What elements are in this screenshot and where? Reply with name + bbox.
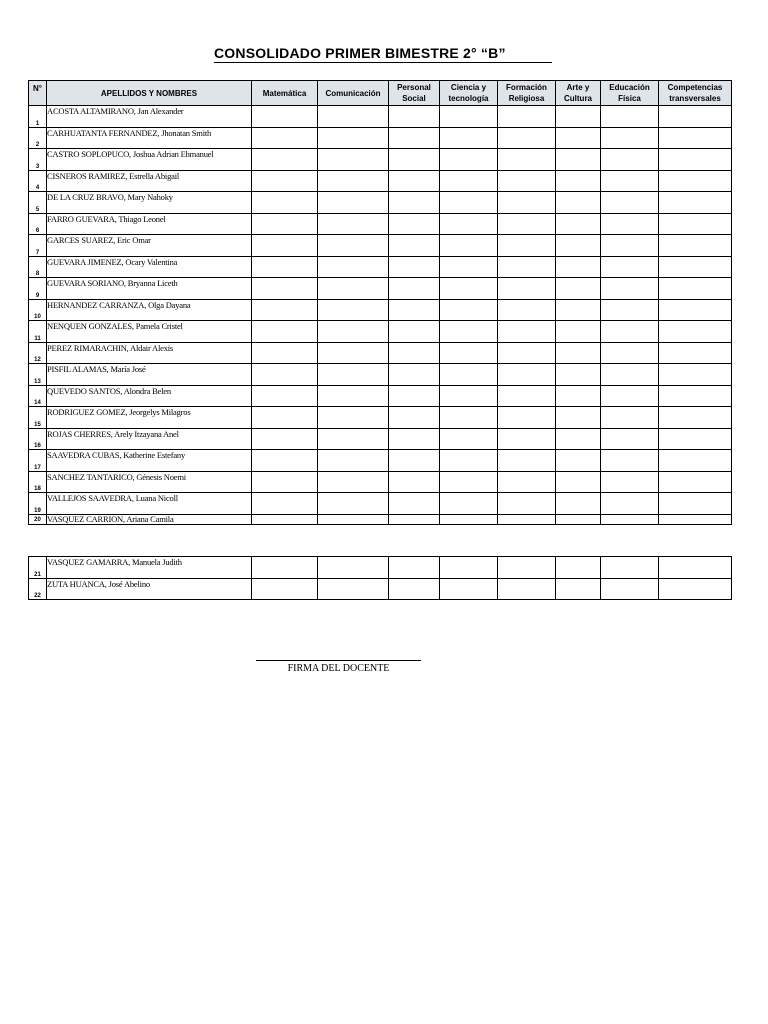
grade-cell[interactable] xyxy=(601,557,659,579)
grade-cell[interactable] xyxy=(318,428,389,450)
row-number: 2 xyxy=(29,127,47,149)
grade-cell[interactable] xyxy=(318,514,389,524)
grade-cell[interactable] xyxy=(252,364,318,386)
student-name: VASQUEZ CARRION, Ariana Camila xyxy=(47,514,252,524)
grade-cell[interactable] xyxy=(440,299,498,321)
grade-cell[interactable] xyxy=(601,127,659,149)
grade-cell[interactable] xyxy=(389,407,440,429)
grade-cell[interactable] xyxy=(498,514,556,524)
row-number: 19 xyxy=(29,493,47,515)
grade-cell[interactable] xyxy=(556,106,601,128)
grade-cell[interactable] xyxy=(389,149,440,171)
grade-cell[interactable] xyxy=(659,557,732,579)
grade-cell[interactable] xyxy=(498,450,556,472)
table-row xyxy=(29,278,732,300)
header-names: APELLIDOS Y NOMBRES xyxy=(47,81,252,106)
student-name: RODRIGUEZ GOMEZ, Jeorgelys Milagros xyxy=(47,407,252,429)
grade-cell[interactable] xyxy=(556,428,601,450)
grade-cell[interactable] xyxy=(440,342,498,364)
header-subject: Comunicación xyxy=(318,81,389,106)
row-number: 16 xyxy=(29,428,47,450)
grade-cell[interactable] xyxy=(556,342,601,364)
grade-cell[interactable] xyxy=(601,170,659,192)
table-row xyxy=(29,213,732,235)
grade-cell[interactable] xyxy=(659,192,732,214)
row-number: 6 xyxy=(29,213,47,235)
grade-cell[interactable] xyxy=(440,385,498,407)
grade-cell[interactable] xyxy=(252,235,318,257)
grade-cell[interactable] xyxy=(659,170,732,192)
grade-cell[interactable] xyxy=(498,364,556,386)
table-row xyxy=(29,106,732,128)
row-number: 12 xyxy=(29,342,47,364)
grade-cell[interactable] xyxy=(389,192,440,214)
grade-cell[interactable] xyxy=(389,428,440,450)
title-underline xyxy=(214,62,552,63)
grade-cell[interactable] xyxy=(252,385,318,407)
grade-cell[interactable] xyxy=(556,278,601,300)
grade-cell[interactable] xyxy=(318,106,389,128)
grade-cell[interactable] xyxy=(252,321,318,343)
grade-cell[interactable] xyxy=(601,235,659,257)
table-row xyxy=(29,385,732,407)
grade-cell[interactable] xyxy=(498,557,556,579)
grade-cell[interactable] xyxy=(252,578,318,600)
row-number: 18 xyxy=(29,471,47,493)
grade-cell[interactable] xyxy=(318,149,389,171)
row-number: 5 xyxy=(29,192,47,214)
table-row xyxy=(29,471,732,493)
grade-cell[interactable] xyxy=(556,364,601,386)
grade-cell[interactable] xyxy=(498,471,556,493)
grade-cell[interactable] xyxy=(440,407,498,429)
grade-cell[interactable] xyxy=(498,106,556,128)
grade-cell[interactable] xyxy=(389,450,440,472)
grade-cell[interactable] xyxy=(440,557,498,579)
student-name: VASQUEZ GAMARRA, Manuela Judith xyxy=(47,557,252,579)
grade-cell[interactable] xyxy=(659,127,732,149)
grade-cell[interactable] xyxy=(389,278,440,300)
grade-cell[interactable] xyxy=(252,428,318,450)
grade-cell[interactable] xyxy=(498,213,556,235)
grade-cell[interactable] xyxy=(318,256,389,278)
grade-cell[interactable] xyxy=(318,192,389,214)
grade-cell[interactable] xyxy=(389,256,440,278)
grade-cell[interactable] xyxy=(556,256,601,278)
row-number: 7 xyxy=(29,235,47,257)
grade-cell[interactable] xyxy=(498,385,556,407)
grade-cell[interactable] xyxy=(252,450,318,472)
grade-cell[interactable] xyxy=(440,256,498,278)
grade-cell[interactable] xyxy=(556,213,601,235)
grade-cell[interactable] xyxy=(440,278,498,300)
row-number: 10 xyxy=(29,299,47,321)
grades-table xyxy=(28,80,732,525)
grade-cell[interactable] xyxy=(389,213,440,235)
grade-cell[interactable] xyxy=(601,450,659,472)
grade-cell[interactable] xyxy=(389,106,440,128)
grade-cell[interactable] xyxy=(659,342,732,364)
grade-cell[interactable] xyxy=(252,299,318,321)
table-row xyxy=(29,170,732,192)
grade-cell[interactable] xyxy=(440,235,498,257)
grade-cell[interactable] xyxy=(389,235,440,257)
grade-cell[interactable] xyxy=(440,170,498,192)
grade-cell[interactable] xyxy=(601,514,659,524)
student-name: HERNANDEZ CARRANZA, Olga Dayana xyxy=(47,299,252,321)
table-row xyxy=(29,192,732,214)
row-number: 21 xyxy=(29,557,47,579)
grade-cell[interactable] xyxy=(498,149,556,171)
grade-cell[interactable] xyxy=(318,213,389,235)
grade-cell[interactable] xyxy=(252,493,318,515)
table-row xyxy=(29,321,732,343)
grade-cell[interactable] xyxy=(659,278,732,300)
grade-cell[interactable] xyxy=(556,149,601,171)
grade-cell[interactable] xyxy=(440,493,498,515)
grade-cell[interactable] xyxy=(252,149,318,171)
row-number: 11 xyxy=(29,321,47,343)
grade-cell[interactable] xyxy=(556,127,601,149)
header-subject: Ciencia y tecnología xyxy=(440,81,498,106)
grade-cell[interactable] xyxy=(252,192,318,214)
grade-cell[interactable] xyxy=(318,493,389,515)
grade-cell[interactable] xyxy=(659,578,732,600)
grade-cell[interactable] xyxy=(498,342,556,364)
grade-cell[interactable] xyxy=(389,364,440,386)
grade-cell[interactable] xyxy=(659,321,732,343)
row-number: 9 xyxy=(29,278,47,300)
grade-cell[interactable] xyxy=(601,213,659,235)
student-name: CASTRO SOPLOPUCO, Joshua Adrian Ehmanuel xyxy=(47,149,252,171)
grade-cell[interactable] xyxy=(389,299,440,321)
grade-cell[interactable] xyxy=(601,385,659,407)
grade-cell[interactable] xyxy=(252,127,318,149)
grade-cell[interactable] xyxy=(252,557,318,579)
header-subject: Competencias transversales xyxy=(659,81,732,106)
grade-cell[interactable] xyxy=(318,127,389,149)
grade-cell[interactable] xyxy=(601,342,659,364)
grade-cell[interactable] xyxy=(389,471,440,493)
header-subject: Educación Física xyxy=(601,81,659,106)
grade-cell[interactable] xyxy=(659,106,732,128)
student-name: PEREZ RIMARACHIN, Aldair Alexis xyxy=(47,342,252,364)
student-name: SANCHEZ TANTARICO, Génesis Noemi xyxy=(47,471,252,493)
grade-cell[interactable] xyxy=(659,493,732,515)
grade-cell[interactable] xyxy=(556,299,601,321)
table-row xyxy=(29,450,732,472)
grade-cell[interactable] xyxy=(601,192,659,214)
table-row xyxy=(29,256,732,278)
grade-cell[interactable] xyxy=(659,364,732,386)
signature-line xyxy=(256,660,421,661)
grade-cell[interactable] xyxy=(556,493,601,515)
grade-cell[interactable] xyxy=(659,450,732,472)
row-number: 20 xyxy=(29,514,47,524)
grade-cell[interactable] xyxy=(440,149,498,171)
grades-table-extra xyxy=(28,556,732,600)
grade-cell[interactable] xyxy=(498,493,556,515)
grade-cell[interactable] xyxy=(659,235,732,257)
grade-cell[interactable] xyxy=(252,514,318,524)
grade-cell[interactable] xyxy=(389,514,440,524)
grade-cell[interactable] xyxy=(601,578,659,600)
grade-cell[interactable] xyxy=(318,170,389,192)
grade-cell[interactable] xyxy=(318,299,389,321)
row-number: 22 xyxy=(29,578,47,600)
header-subject: Personal Social xyxy=(389,81,440,106)
grade-cell[interactable] xyxy=(318,235,389,257)
grade-cell[interactable] xyxy=(601,149,659,171)
grade-cell[interactable] xyxy=(556,192,601,214)
grade-cell[interactable] xyxy=(389,578,440,600)
grade-cell[interactable] xyxy=(659,385,732,407)
student-name: PISFIL ALAMAS, María José xyxy=(47,364,252,386)
grade-cell[interactable] xyxy=(389,170,440,192)
grade-cell[interactable] xyxy=(318,450,389,472)
grade-cell[interactable] xyxy=(659,471,732,493)
student-name: SAAVEDRA CUBAS, Katherine Estefany xyxy=(47,450,252,472)
grade-cell[interactable] xyxy=(318,321,389,343)
grade-cell[interactable] xyxy=(601,407,659,429)
grade-cell[interactable] xyxy=(659,149,732,171)
grade-cell[interactable] xyxy=(601,493,659,515)
grade-cell[interactable] xyxy=(318,407,389,429)
student-name: ACOSTA ALTAMIRANO, Jan Alexander xyxy=(47,106,252,128)
grade-cell[interactable] xyxy=(556,557,601,579)
table-row xyxy=(29,127,732,149)
grade-cell[interactable] xyxy=(252,213,318,235)
grade-cell[interactable] xyxy=(252,106,318,128)
student-name: VALLEJOS SAAVEDRA, Luana Nicoll xyxy=(47,493,252,515)
table-row xyxy=(29,364,732,386)
grade-cell[interactable] xyxy=(440,450,498,472)
row-number: 13 xyxy=(29,364,47,386)
grade-cell[interactable] xyxy=(498,321,556,343)
grade-cell[interactable] xyxy=(440,364,498,386)
grade-cell[interactable] xyxy=(498,127,556,149)
grade-cell[interactable] xyxy=(659,256,732,278)
grade-cell[interactable] xyxy=(498,256,556,278)
grade-cell[interactable] xyxy=(440,106,498,128)
grade-cell[interactable] xyxy=(252,278,318,300)
grade-cell[interactable] xyxy=(498,578,556,600)
header-subject: Matemática xyxy=(252,81,318,106)
grade-cell[interactable] xyxy=(556,235,601,257)
grade-cell[interactable] xyxy=(318,557,389,579)
student-name: GUEVARA JIMENEZ, Ocary Valentina xyxy=(47,256,252,278)
grade-cell[interactable] xyxy=(440,127,498,149)
grade-cell[interactable] xyxy=(498,170,556,192)
grade-cell[interactable] xyxy=(556,471,601,493)
table-row xyxy=(29,493,732,515)
grade-cell[interactable] xyxy=(601,321,659,343)
grade-cell[interactable] xyxy=(498,278,556,300)
grade-cell[interactable] xyxy=(318,342,389,364)
grade-cell[interactable] xyxy=(601,471,659,493)
grade-cell[interactable] xyxy=(440,471,498,493)
grade-cell[interactable] xyxy=(556,321,601,343)
signature-label: FIRMA DEL DOCENTE xyxy=(287,663,390,674)
grade-cell[interactable] xyxy=(498,428,556,450)
grade-cell[interactable] xyxy=(318,385,389,407)
grade-cell[interactable] xyxy=(601,299,659,321)
student-name: ZUTA HUANCA, José Abelino xyxy=(47,578,252,600)
student-name: FARRO GUEVARA, Thiago Leonel xyxy=(47,213,252,235)
grade-cell[interactable] xyxy=(659,407,732,429)
grade-cell[interactable] xyxy=(498,192,556,214)
grade-cell[interactable] xyxy=(389,493,440,515)
header-row xyxy=(29,81,732,106)
grade-cell[interactable] xyxy=(659,299,732,321)
row-number: 14 xyxy=(29,385,47,407)
grade-cell[interactable] xyxy=(601,256,659,278)
row-number: 17 xyxy=(29,450,47,472)
grade-cell[interactable] xyxy=(389,127,440,149)
grade-cell[interactable] xyxy=(601,428,659,450)
grade-cell[interactable] xyxy=(556,450,601,472)
grade-cell[interactable] xyxy=(252,471,318,493)
grade-cell[interactable] xyxy=(252,256,318,278)
student-name: DE LA CRUZ BRAVO, Mary Nahoky xyxy=(47,192,252,214)
student-name: CISNEROS RAMIREZ, Estrella Abigail xyxy=(47,170,252,192)
grade-cell[interactable] xyxy=(389,321,440,343)
student-name: QUEVEDO SANTOS, Alondra Belen xyxy=(47,385,252,407)
header-subject: Arte y Cultura xyxy=(556,81,601,106)
grade-cell[interactable] xyxy=(389,385,440,407)
table-row xyxy=(29,557,732,579)
grade-cell[interactable] xyxy=(440,428,498,450)
page-title: CONSOLIDADO PRIMER BIMESTRE 2° “B” xyxy=(214,45,506,61)
grade-cell[interactable] xyxy=(556,170,601,192)
row-number: 8 xyxy=(29,256,47,278)
grade-cell[interactable] xyxy=(498,407,556,429)
grade-cell[interactable] xyxy=(601,278,659,300)
grade-cell[interactable] xyxy=(318,578,389,600)
grade-cell[interactable] xyxy=(498,235,556,257)
grade-cell[interactable] xyxy=(440,192,498,214)
grade-cell[interactable] xyxy=(252,342,318,364)
table-row xyxy=(29,514,732,524)
student-name: NENQUEN GONZALES, Pamela Cristel xyxy=(47,321,252,343)
grade-cell[interactable] xyxy=(601,364,659,386)
grade-cell[interactable] xyxy=(440,321,498,343)
table-row xyxy=(29,428,732,450)
table-row xyxy=(29,299,732,321)
student-name: CARHUATANTA FERNANDEZ, Jhonatan Smith xyxy=(47,127,252,149)
grade-cell[interactable] xyxy=(440,578,498,600)
student-name: GARCES SUAREZ, Eric Omar xyxy=(47,235,252,257)
grade-cell[interactable] xyxy=(389,342,440,364)
grade-cell[interactable] xyxy=(659,514,732,524)
row-number: 15 xyxy=(29,407,47,429)
grade-cell[interactable] xyxy=(556,514,601,524)
table-row xyxy=(29,578,732,600)
grade-cell[interactable] xyxy=(440,514,498,524)
grade-cell[interactable] xyxy=(318,364,389,386)
grade-cell[interactable] xyxy=(252,170,318,192)
grade-cell[interactable] xyxy=(318,278,389,300)
grade-cell[interactable] xyxy=(318,471,389,493)
table-row xyxy=(29,407,732,429)
grade-cell[interactable] xyxy=(498,299,556,321)
header-subject: Formación Religiosa xyxy=(498,81,556,106)
table-row xyxy=(29,342,732,364)
grade-cell[interactable] xyxy=(659,213,732,235)
grade-cell[interactable] xyxy=(556,578,601,600)
row-number: 3 xyxy=(29,149,47,171)
row-number: 1 xyxy=(29,106,47,128)
header-number: N° xyxy=(29,81,47,106)
grade-cell[interactable] xyxy=(252,407,318,429)
table-row xyxy=(29,149,732,171)
grade-cell[interactable] xyxy=(659,428,732,450)
grade-cell[interactable] xyxy=(389,557,440,579)
student-name: ROJAS CHERRES, Arely Itzayana Anel xyxy=(47,428,252,450)
grade-cell[interactable] xyxy=(601,106,659,128)
grade-cell[interactable] xyxy=(556,385,601,407)
table-row xyxy=(29,235,732,257)
student-name: GUEVARA SORIANO, Bryanna Liceth xyxy=(47,278,252,300)
row-number: 4 xyxy=(29,170,47,192)
grade-cell[interactable] xyxy=(556,407,601,429)
grade-cell[interactable] xyxy=(440,213,498,235)
